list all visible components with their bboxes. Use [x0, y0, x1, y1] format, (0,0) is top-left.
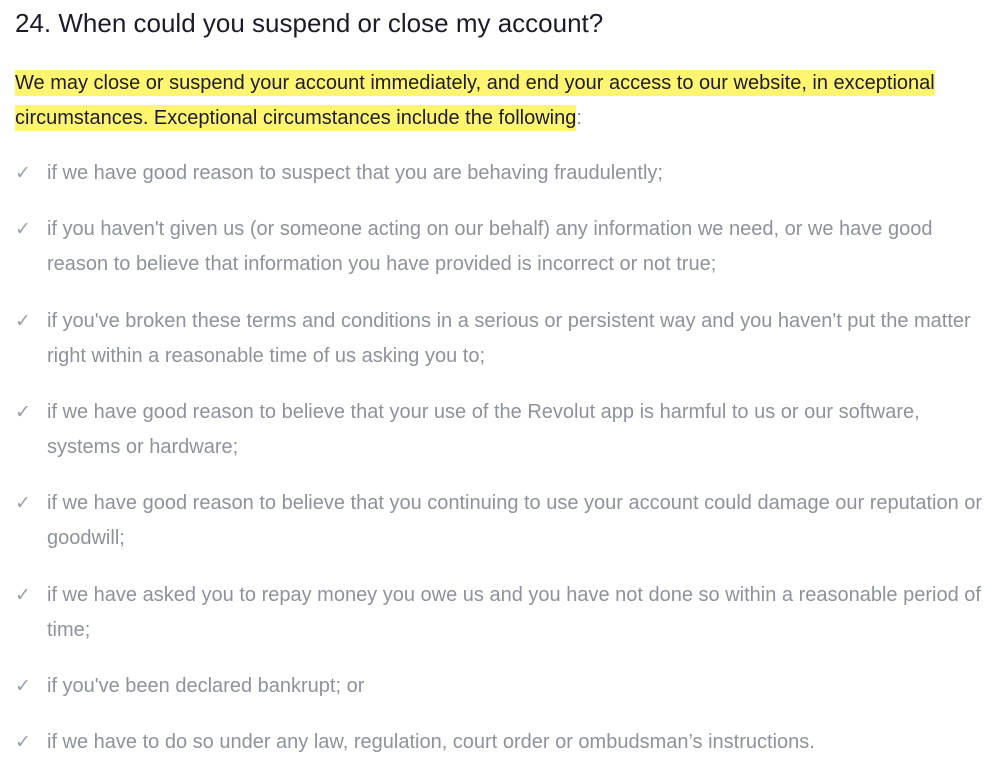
list-item [15, 156, 990, 191]
list-item [15, 486, 990, 556]
list-item [15, 304, 990, 374]
checkmark-icon: ✓ [15, 218, 31, 240]
list-item [15, 395, 990, 465]
intro-paragraph [15, 66, 980, 136]
list-item-text: if we have good reason to believe that you continuing to use your account could damage our reputation or goodwill; [47, 492, 983, 549]
highlighted-intro-text: We may close or suspend your account immediately, and end your access to our website, in exceptional circumstances. Exceptional circumstances include the following [15, 72, 935, 129]
list-item [15, 669, 990, 704]
checkmark-icon: ✓ [15, 731, 31, 753]
checkmark-icon: ✓ [15, 310, 31, 332]
intro-colon: : [576, 107, 582, 129]
list-item-text: if we have asked you to repay money you owe us and you have not done so within a reasonable period of time; [47, 584, 981, 641]
checkmark-icon: ✓ [15, 492, 31, 514]
list-item-text: if we have good reason to believe that your use of the Revolut app is harmful to us or our software, systems or hardware; [47, 401, 920, 458]
checkmark-icon: ✓ [15, 675, 31, 697]
section-heading: 24. When could you suspend or close my account? [15, 8, 604, 38]
list-item-text: if we have good reason to suspect that you are behaving fraudulently; [47, 162, 663, 184]
checkmark-icon: ✓ [15, 162, 31, 184]
list-item-text: if you haven't given us (or someone acting on our behalf) any information we need, or we have good reason to believe that information you have provided is incorrect or not true; [47, 218, 933, 275]
list-item-text: if we have to do so under any law, regulation, court order or ombudsman’s instructions. [47, 731, 815, 753]
list-item [15, 212, 990, 282]
list-item-text: if you've been declared bankrupt; or [47, 675, 365, 697]
checkmark-icon: ✓ [15, 584, 31, 606]
list-item [15, 578, 990, 648]
list-item [15, 725, 990, 760]
checkmark-icon: ✓ [15, 401, 31, 423]
list-item-text: if you've broken these terms and conditions in a serious or persistent way and you haven't put the matter right within a reasonable time of us asking you to; [47, 310, 971, 367]
